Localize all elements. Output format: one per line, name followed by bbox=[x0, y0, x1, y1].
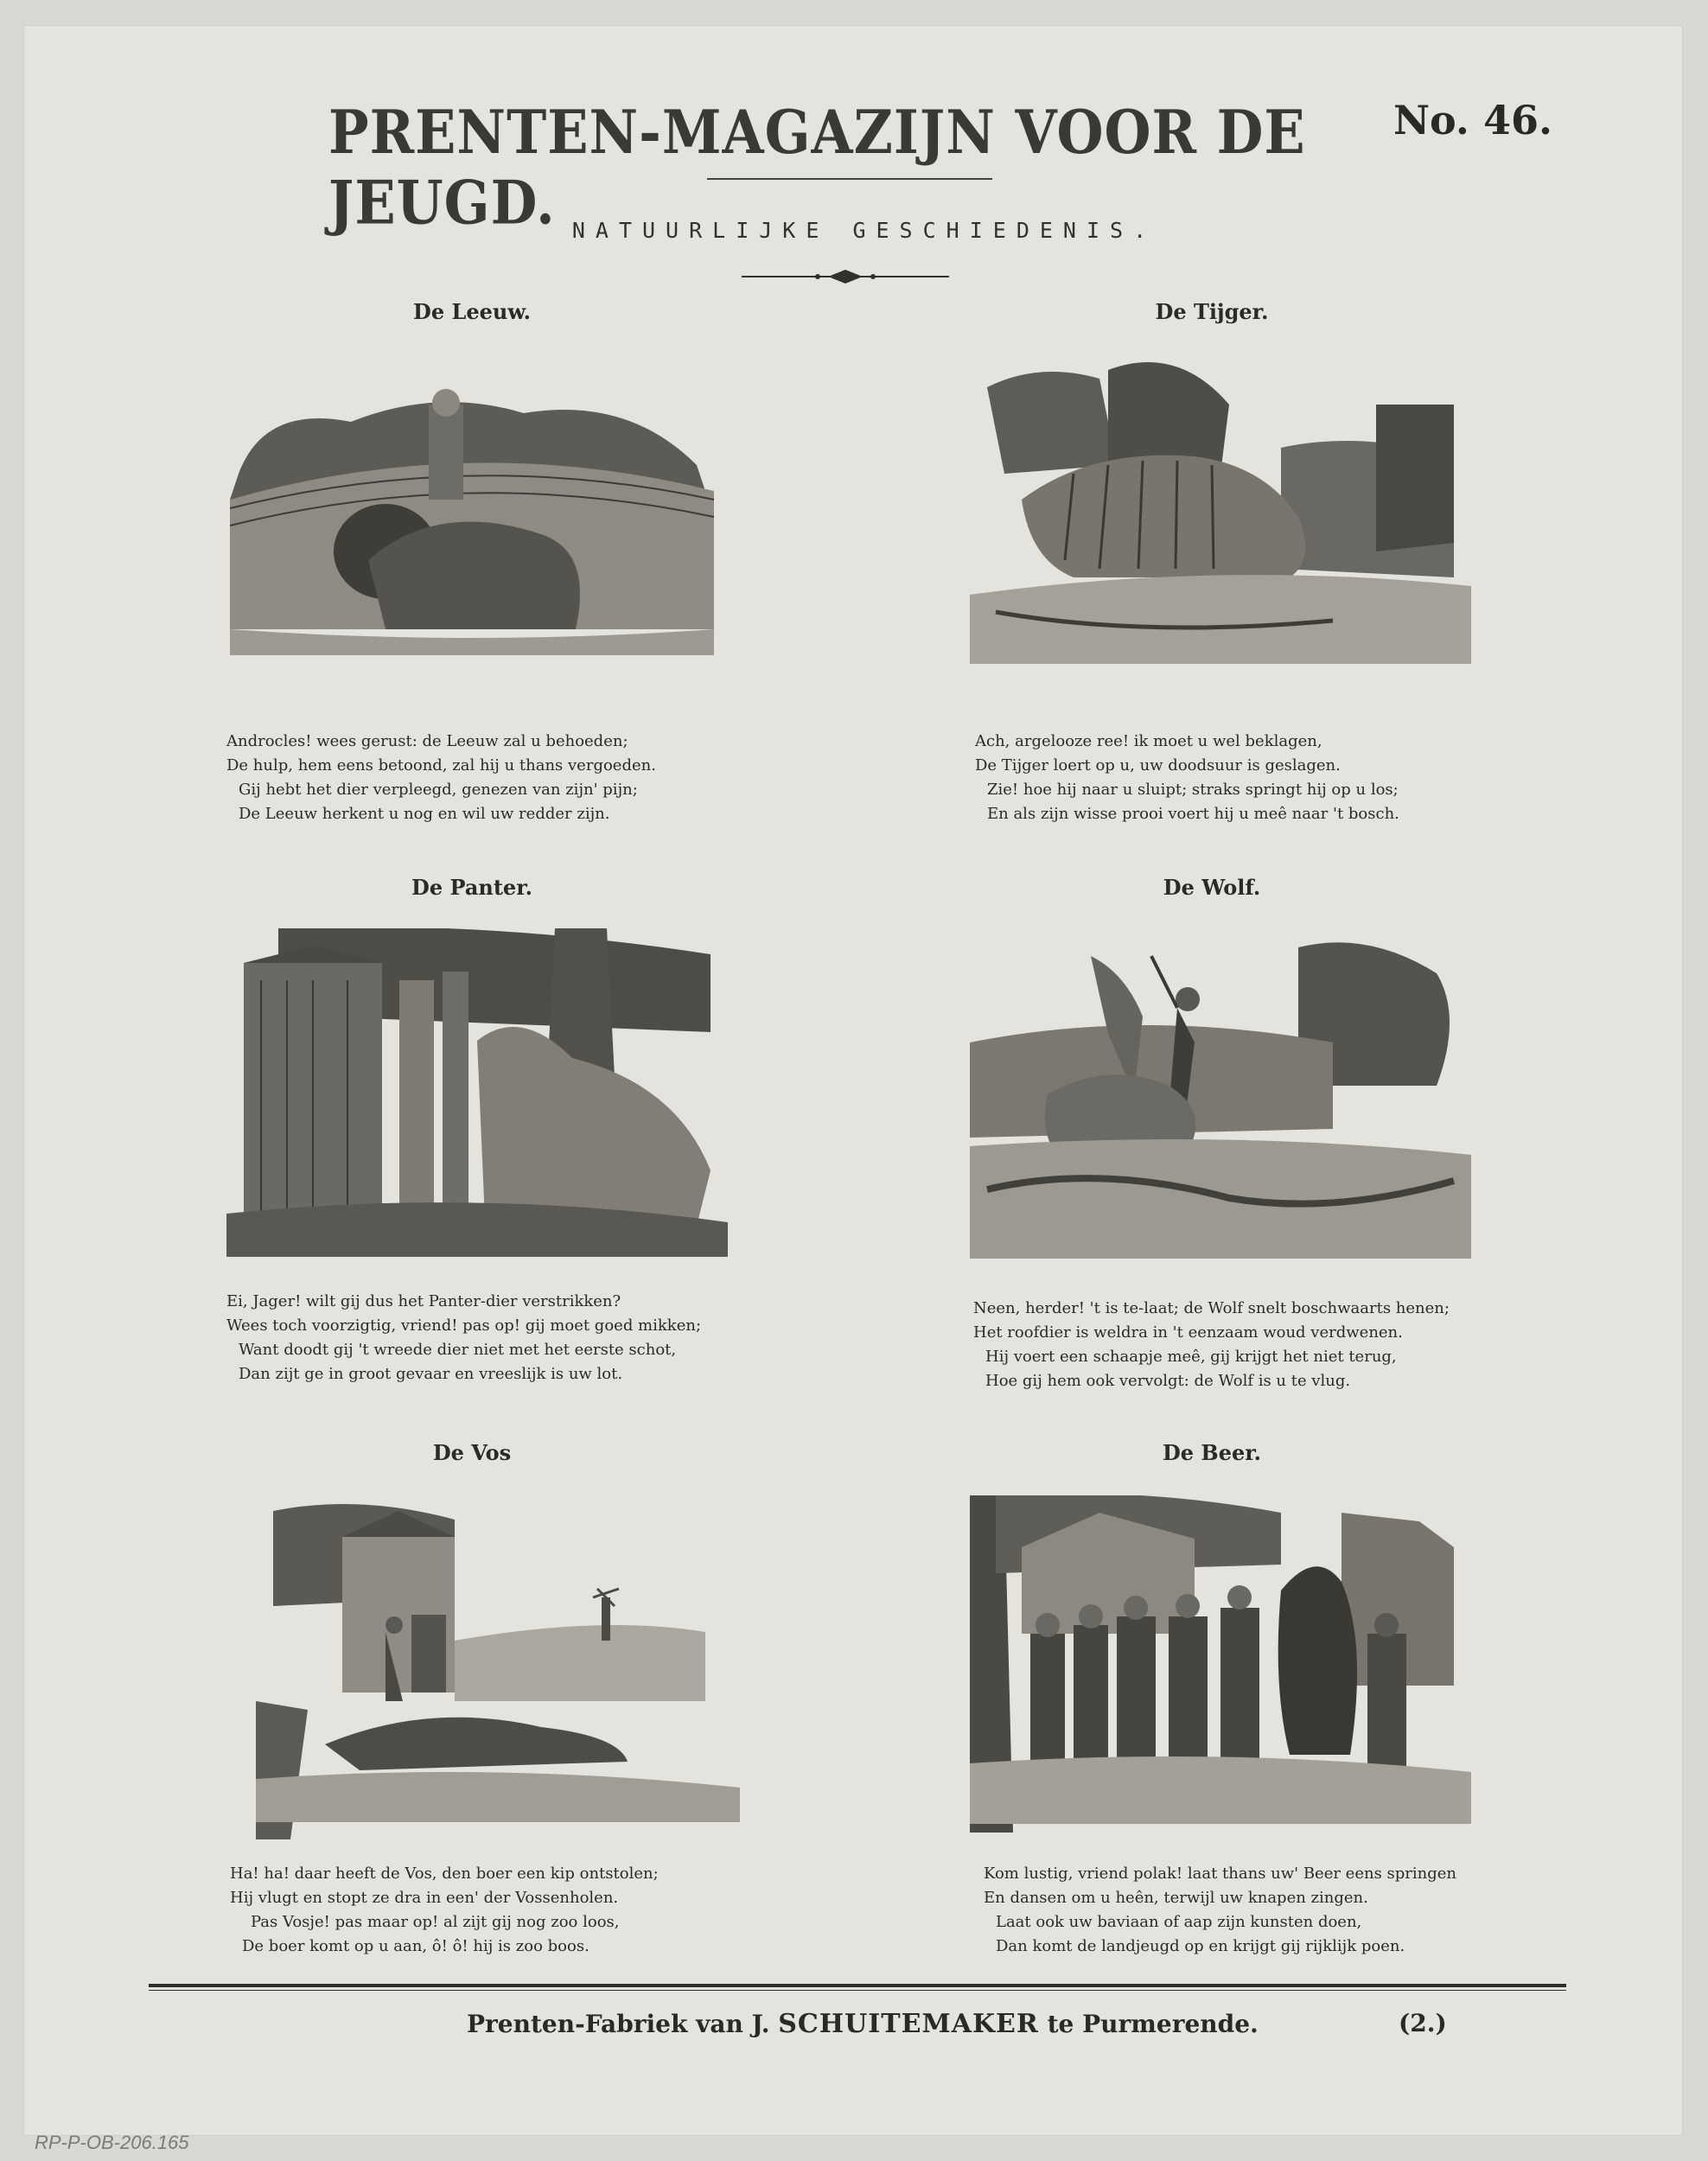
bear-woodcut bbox=[970, 1495, 1471, 1841]
panel-title: De Tijger. bbox=[1155, 299, 1269, 324]
verse-line: Ha! ha! daar heeft de Vos, den boer een kip ontstolen; bbox=[230, 1865, 659, 1883]
verse-line: Pas Vosje! pas maar op! al zijt gij nog zoo loos, bbox=[251, 1913, 620, 1931]
panel-verse bbox=[230, 1862, 659, 1959]
ornament-divider bbox=[742, 266, 949, 287]
verse-line: Androcles! wees gerust: de Leeuw zal u behoeden; bbox=[226, 732, 628, 750]
footer-rule-thin bbox=[149, 1990, 1566, 1991]
verse-line: En als zijn wisse prooi voert hij u meê naar 't bosch. bbox=[987, 805, 1399, 823]
verse-line: Dan zijt ge in groot gevaar en vreeslijk is uw lot. bbox=[239, 1365, 623, 1383]
panel-title: De Panter. bbox=[411, 875, 532, 900]
lion-woodcut bbox=[213, 370, 731, 673]
verse-line: Ach, argelooze ree! ik moet u wel beklagen, bbox=[975, 732, 1322, 750]
page-number: (2.) bbox=[1399, 2009, 1447, 2037]
verse-line: Dan komt de landjeugd op en krijgt gij rijklijk poen. bbox=[996, 1937, 1405, 1955]
verse-line: Het roofdier is weldra in 't eenzaam woud verdwenen. bbox=[973, 1323, 1403, 1342]
panel-verse bbox=[226, 1290, 701, 1386]
verse-line: Want doodt gij 't wreede dier niet met het eerste schot, bbox=[239, 1341, 677, 1359]
verse-line: Kom lustig, vriend polak! laat thans uw' Beer eens springen bbox=[984, 1865, 1457, 1883]
publisher-name: SCHUITEMAKER bbox=[778, 2009, 1039, 2039]
panel-title: De Wolf. bbox=[1163, 875, 1261, 900]
verse-line: De hulp, hem eens betoond, zal hij u thans vergoeden. bbox=[226, 756, 656, 775]
page-title: PRENTEN-MAGAZIJN VOOR DE JEUGD. bbox=[328, 97, 1306, 239]
verse-line: Hoe gij hem ook vervolgt: de Wolf is u te vlug. bbox=[985, 1372, 1351, 1390]
publisher-prefix: Prenten-Fabriek van J. bbox=[467, 2010, 770, 2038]
panther-woodcut bbox=[226, 928, 728, 1274]
verse-line: De Leeuw herkent u nog en wil uw redder zijn. bbox=[239, 805, 610, 823]
verse-line: Neen, herder! 't is te-laat; de Wolf snelt boschwaarts henen; bbox=[973, 1299, 1450, 1317]
verse-line: Zie! hoe hij naar u sluipt; straks springt hij op u los; bbox=[987, 781, 1399, 799]
verse-line: Laat ook uw baviaan of aap zijn kunsten doen, bbox=[996, 1913, 1362, 1931]
panel-title: De Beer. bbox=[1162, 1440, 1262, 1465]
publisher-suffix: te Purmerende. bbox=[1047, 2010, 1259, 2038]
verse-line: De Tijger loert op u, uw doodsuur is geslagen. bbox=[975, 756, 1341, 775]
wolf-woodcut bbox=[970, 939, 1471, 1276]
panel-title: De Vos bbox=[432, 1440, 512, 1465]
verse-line: Hij vlugt en stopt ze dra in een' der Vossenholen. bbox=[230, 1889, 619, 1907]
panel-verse bbox=[226, 730, 656, 826]
title-divider bbox=[707, 178, 992, 180]
archive-mark: RP-P-OB-206.165 bbox=[35, 2132, 189, 2153]
tiger-woodcut bbox=[970, 353, 1471, 681]
panel-verse bbox=[975, 730, 1399, 826]
verse-line: Ei, Jager! wilt gij dus het Panter-dier verstrikken? bbox=[226, 1292, 621, 1310]
issue-number: No. 46. bbox=[1393, 97, 1552, 143]
fox-woodcut bbox=[256, 1502, 740, 1839]
publisher-line bbox=[467, 2009, 1259, 2039]
footer-rule bbox=[149, 1984, 1566, 1987]
panel-verse bbox=[973, 1297, 1450, 1393]
verse-line: En dansen om u heên, terwijl uw knapen zingen. bbox=[984, 1889, 1368, 1907]
verse-line: Hij voert een schaapje meê, gij krijgt het niet terug, bbox=[985, 1348, 1397, 1366]
verse-line: De boer komt op u aan, ô! ô! hij is zoo boos. bbox=[242, 1937, 590, 1955]
verse-line: Gij hebt het dier verpleegd, genezen van zijn' pijn; bbox=[239, 781, 638, 799]
panel-verse bbox=[984, 1862, 1456, 1959]
section-subtitle: NATUURLIJKE GESCHIEDENIS. bbox=[571, 218, 1157, 243]
panel-title: De Leeuw. bbox=[413, 299, 531, 324]
verse-line: Wees toch voorzigtig, vriend! pas op! gij moet goed mikken; bbox=[226, 1316, 702, 1335]
